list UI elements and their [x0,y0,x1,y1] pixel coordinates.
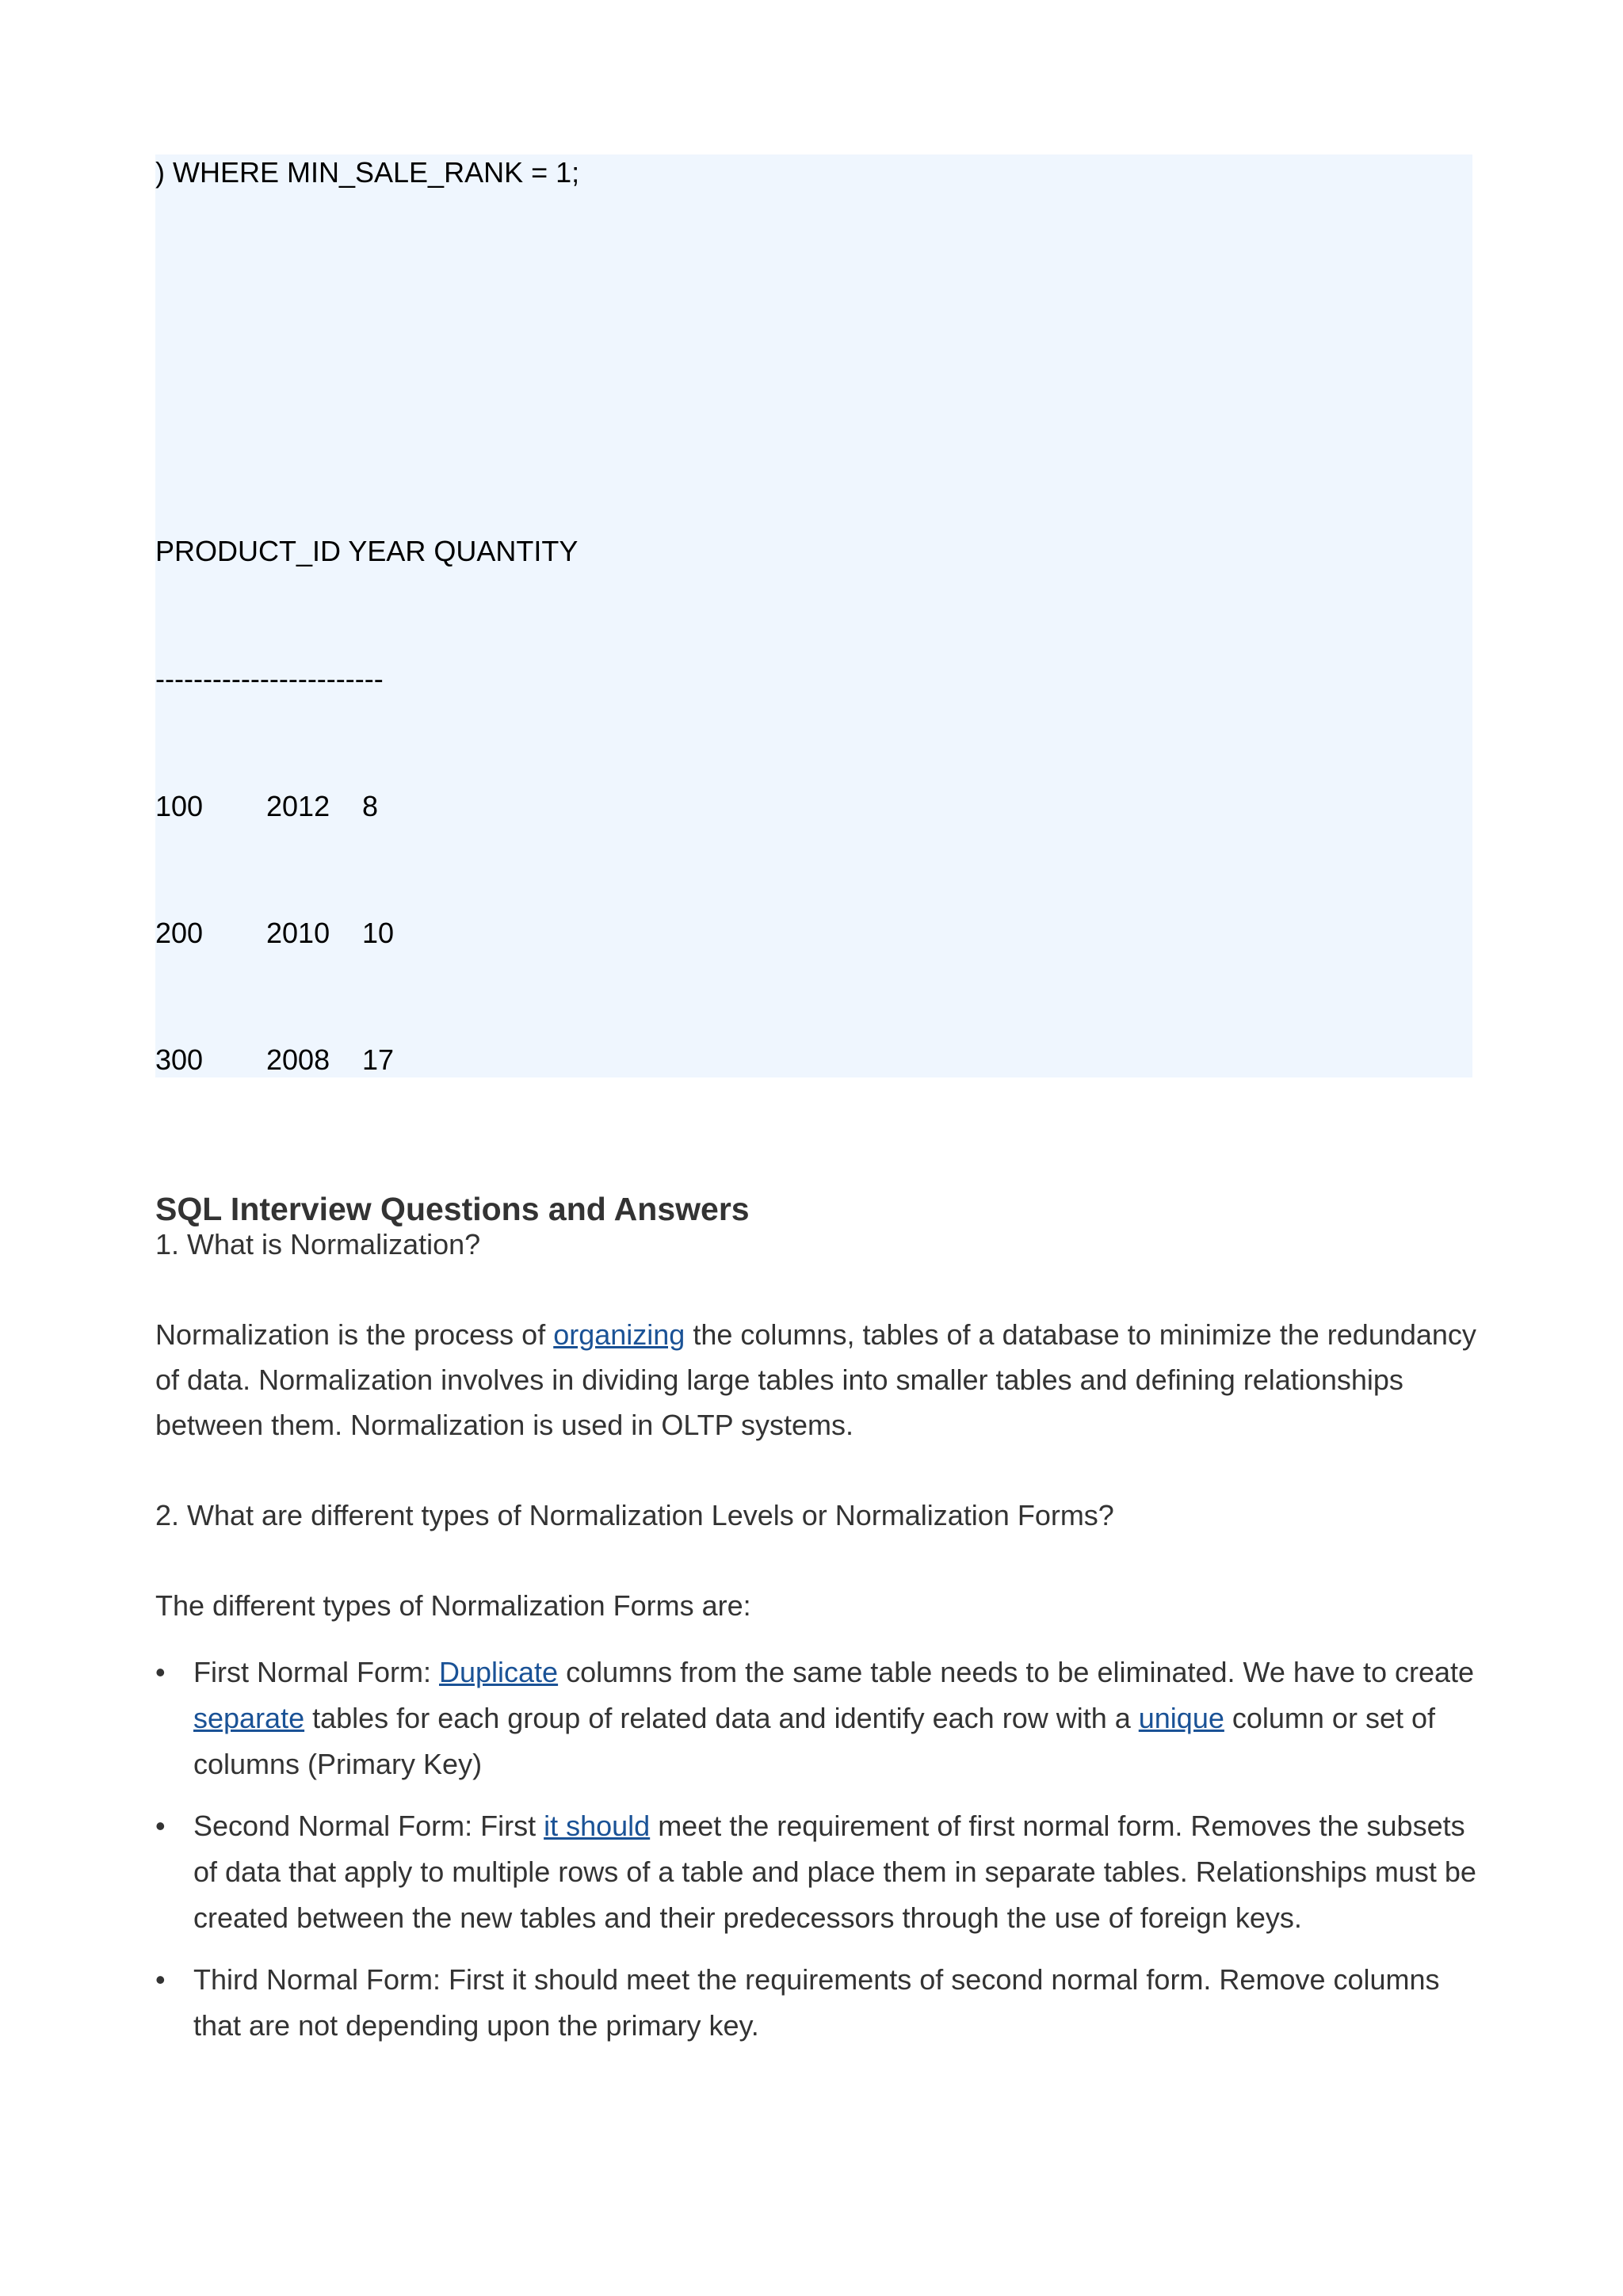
cell-year: 2008 [266,1043,330,1076]
list-item-text: column or set of columns (Primary Key) [193,1702,1435,1780]
cell-quantity: 8 [362,790,379,822]
cell-year: 2010 [266,917,330,949]
list-item [155,1957,1487,2049]
bullet: • [155,1656,166,1688]
result-header: PRODUCT_ID YEAR QUANTITY [155,535,579,567]
intro-text: The different types of Normalization Forms are: [155,1589,751,1622]
cell-quantity: 17 [362,1043,395,1076]
list-item-text: meet the requirement of first normal form. Removes the subsets of data that apply to multiple rows of a table and place them in separate tables. Relationships must be created between the new tables and their predecessors through the use of foreign keys. [193,1810,1476,1934]
list-item-text: columns from the same table needs to be eliminated. We have to create [558,1656,1475,1688]
link-separate[interactable]: separate [193,1702,305,1734]
normal-forms-list [155,1650,1487,2065]
link-duplicate[interactable]: Duplicate [439,1656,559,1688]
result-separator: ------------------------ [155,662,384,695]
cell-product-id: 100 [155,790,204,822]
list-item [155,1803,1487,1941]
list-item-text: Third Normal Form: First it should meet the requirements of second normal form. Remove columns that are not depending upon the primary key. [193,1963,1440,2042]
cell-quantity: 10 [362,917,395,949]
link-it-should[interactable]: it should [544,1810,651,1842]
answer-1 [155,1312,1487,1447]
cell-year: 2012 [266,790,330,822]
bullet: • [155,1963,166,1996]
question-1: 1. What is Normalization? [155,1228,481,1261]
link-unique[interactable]: unique [1138,1702,1224,1734]
code-block [155,154,1472,1077]
question-2: 2. What are different types of Normalization Levels or Normalization Forms? [155,1499,1114,1531]
cell-product-id: 200 [155,917,204,949]
section-heading: SQL Interview Questions and Answers [155,1191,750,1227]
bullet: • [155,1810,166,1842]
list-item-text: Second Normal Form: First [193,1810,544,1842]
list-item [155,1650,1487,1787]
cell-product-id: 300 [155,1043,204,1076]
answer-1-text: the columns, tables of a database to minimize the redundancy of data. Normalization involves in dividing large tables into smaller tables and defining relationships between them. Normalization is used in OLTP systems. [155,1318,1476,1441]
answer-1-text: Normalization is the process of [155,1318,554,1351]
link-organizing[interactable]: organizing [553,1318,685,1351]
code-where-clause: ) WHERE MIN_SALE_RANK = 1; [155,156,580,189]
list-item-text: tables for each group of related data and identify each row with a [304,1702,1139,1734]
list-item-text: First Normal Form: [193,1656,439,1688]
